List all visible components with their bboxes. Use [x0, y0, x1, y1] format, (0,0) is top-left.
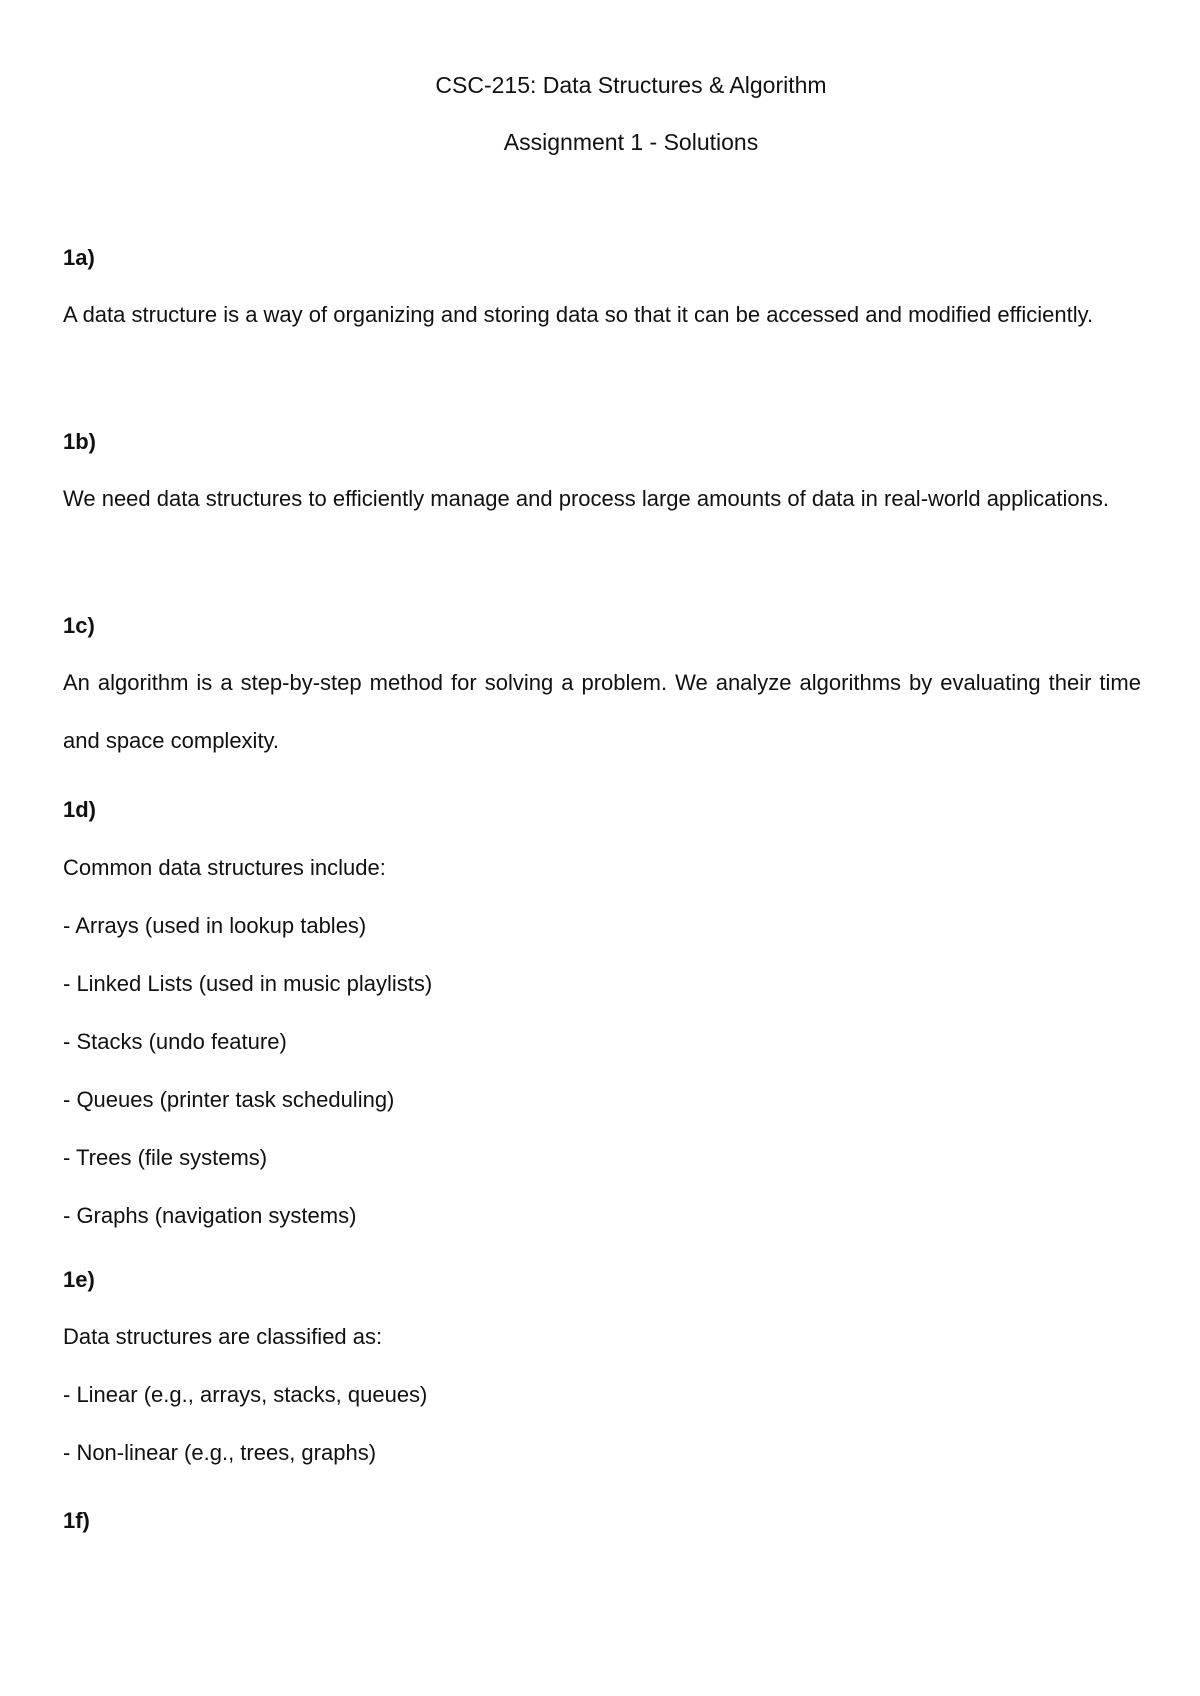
- section-1d-body: [63, 853, 1141, 1231]
- section-intro: Common data structures include:: [63, 855, 386, 880]
- section-1e: [63, 1265, 1141, 1295]
- list-item: - Queues (printer task scheduling): [63, 1087, 395, 1112]
- list-item: - Linear (e.g., arrays, stacks, queues): [63, 1382, 428, 1407]
- list-item: - Stacks (undo feature): [63, 1029, 287, 1054]
- section-1f: [63, 1506, 1141, 1536]
- section-label: 1b): [63, 429, 96, 454]
- list-item: - Trees (file systems): [63, 1145, 268, 1170]
- section-label: 1c): [63, 613, 95, 638]
- section-1a-body: [63, 286, 1141, 344]
- section-intro: Data structures are classified as:: [63, 1324, 383, 1349]
- section-text: An algorithm is a step-by-step method for solving a problem. We analyze algorithms by evaluating their time and space complexity.: [63, 670, 1141, 753]
- assignment-title: Assignment 1 - Solutions: [503, 129, 759, 155]
- list-item: - Arrays (used in lookup tables): [63, 913, 367, 938]
- section-1b-body: [63, 470, 1141, 528]
- section-1c: [63, 611, 1141, 641]
- section-label: 1e): [63, 1267, 95, 1292]
- list-item: - Graphs (navigation systems): [63, 1203, 357, 1228]
- list-item: - Non-linear (e.g., trees, graphs): [63, 1440, 377, 1465]
- section-1d: [63, 795, 1141, 825]
- section-1c-body: [63, 654, 1141, 770]
- list-item: - Linked Lists (used in music playlists): [63, 971, 433, 996]
- section-label: 1a): [63, 245, 95, 270]
- section-label: 1f): [63, 1508, 90, 1533]
- section-text: We need data structures to efficiently manage and process large amounts of data in real-world applications.: [63, 486, 1109, 511]
- section-text: A data structure is a way of organizing and storing data so that it can be accessed and modified efficiently.: [63, 302, 1094, 327]
- section-label: 1d): [63, 797, 96, 822]
- section-1e-body: [63, 1322, 1141, 1468]
- course-title: CSC-215: Data Structures & Algorithm: [435, 72, 827, 98]
- section-1b: [63, 427, 1141, 457]
- section-1a: [63, 243, 1141, 273]
